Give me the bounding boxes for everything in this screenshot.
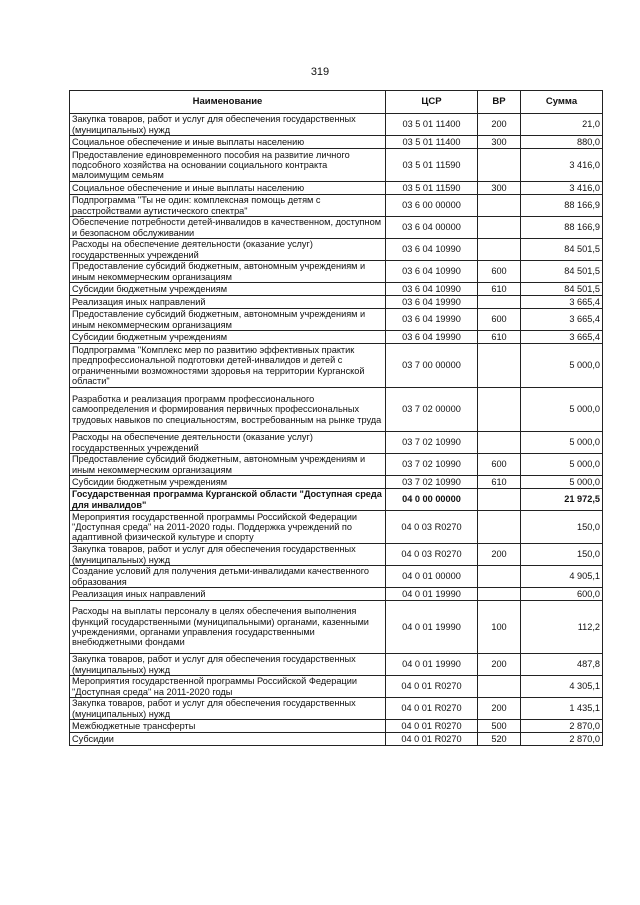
cell-sum: 5 000,0 (521, 432, 603, 454)
cell-name: Закупка товаров, работ и услуг для обеспечения государственных (муниципальных) нужд (70, 654, 386, 676)
table-row (70, 261, 603, 283)
table-body (70, 114, 603, 746)
table-header-row (70, 91, 603, 114)
cell-sum: 150,0 (521, 511, 603, 544)
table-row (70, 698, 603, 720)
cell-name: Обеспечение потребности детей-инвалидов в качественном, доступном и безопасном обслуживании (70, 217, 386, 239)
cell-sum: 3 665,4 (521, 331, 603, 344)
table-row (70, 309, 603, 331)
cell-vr (478, 149, 521, 182)
cell-vr: 300 (478, 182, 521, 195)
cell-csr: 03 6 00 00000 (386, 195, 478, 217)
table-row (70, 114, 603, 136)
cell-sum: 88 166,9 (521, 217, 603, 239)
cell-name: Мероприятия государственной программы Российской Федерации "Доступная среда" на 2011-2020 годы (70, 676, 386, 698)
table-row (70, 239, 603, 261)
table-row (70, 654, 603, 676)
cell-sum: 1 435,1 (521, 698, 603, 720)
cell-vr (478, 432, 521, 454)
cell-sum: 84 501,5 (521, 283, 603, 296)
table-row (70, 476, 603, 489)
table-row (70, 149, 603, 182)
cell-name: Закупка товаров, работ и услуг для обеспечения государственных (муниципальных) нужд (70, 114, 386, 136)
table-row (70, 432, 603, 454)
cell-name: Подпрограмма "Комплекс мер по развитию эффективных практик предпрофессиональной подготовки детей-инвалидов и детей с ограниченными возможностями здоровья на территории Курганской области" (70, 344, 386, 388)
cell-csr: 03 6 04 10990 (386, 283, 478, 296)
cell-vr (478, 195, 521, 217)
header-csr: ЦСР (386, 91, 478, 114)
cell-csr: 04 0 01 R0270 (386, 720, 478, 733)
cell-name: Расходы на обеспечение деятельности (оказание услуг) государственных учреждений (70, 239, 386, 261)
table-row (70, 136, 603, 149)
cell-vr: 100 (478, 601, 521, 654)
table-row (70, 676, 603, 698)
cell-sum: 2 870,0 (521, 733, 603, 746)
cell-vr: 300 (478, 136, 521, 149)
table-row (70, 182, 603, 195)
cell-vr: 610 (478, 283, 521, 296)
cell-vr: 600 (478, 261, 521, 283)
table-row (70, 283, 603, 296)
table-row (70, 566, 603, 588)
cell-vr: 600 (478, 454, 521, 476)
cell-name: Предоставление субсидий бюджетным, автономным учреждениям и иным некоммерческим организациям (70, 309, 386, 331)
cell-csr: 03 7 00 00000 (386, 344, 478, 388)
cell-sum: 112,2 (521, 601, 603, 654)
cell-sum: 880,0 (521, 136, 603, 149)
header-sum: Сумма (521, 91, 603, 114)
cell-csr: 04 0 00 00000 (386, 489, 478, 511)
table-row (70, 544, 603, 566)
cell-vr (478, 388, 521, 432)
cell-sum: 487,8 (521, 654, 603, 676)
cell-vr: 610 (478, 331, 521, 344)
cell-sum: 5 000,0 (521, 454, 603, 476)
cell-csr: 03 6 04 19990 (386, 296, 478, 309)
cell-vr: 200 (478, 114, 521, 136)
cell-csr: 03 5 01 11400 (386, 136, 478, 149)
cell-vr (478, 511, 521, 544)
cell-sum: 3 416,0 (521, 182, 603, 195)
cell-sum: 600,0 (521, 588, 603, 601)
cell-sum: 88 166,9 (521, 195, 603, 217)
cell-name: Субсидии (70, 733, 386, 746)
cell-vr: 500 (478, 720, 521, 733)
cell-vr (478, 676, 521, 698)
cell-csr: 04 0 01 R0270 (386, 676, 478, 698)
cell-csr: 03 6 04 10990 (386, 261, 478, 283)
table-row (70, 601, 603, 654)
cell-name: Мероприятия государственной программы Российской Федерации "Доступная среда" на 2011-2020 годы. Поддержка учреждений по адаптивной физической культуре и спорту (70, 511, 386, 544)
cell-sum: 4 305,1 (521, 676, 603, 698)
cell-csr: 03 5 01 11400 (386, 114, 478, 136)
cell-name: Социальное обеспечение и иные выплаты населению (70, 136, 386, 149)
cell-csr: 04 0 01 00000 (386, 566, 478, 588)
cell-sum: 2 870,0 (521, 720, 603, 733)
table-row (70, 720, 603, 733)
cell-name: Субсидии бюджетным учреждениям (70, 331, 386, 344)
cell-csr: 04 0 01 R0270 (386, 698, 478, 720)
cell-vr: 200 (478, 544, 521, 566)
table-row (70, 195, 603, 217)
cell-sum: 21 972,5 (521, 489, 603, 511)
cell-vr (478, 344, 521, 388)
table-row (70, 454, 603, 476)
cell-vr (478, 217, 521, 239)
page-number: 319 (310, 66, 330, 78)
cell-csr: 03 6 04 10990 (386, 239, 478, 261)
cell-vr (478, 489, 521, 511)
cell-sum: 3 665,4 (521, 309, 603, 331)
table-row (70, 489, 603, 511)
cell-name: Расходы на выплаты персоналу в целях обеспечения выполнения функций государственными (муниципальными) органами, казенными учреждениями, органами управления государственными внебюджетными фондами (70, 601, 386, 654)
table-row (70, 344, 603, 388)
cell-name: Расходы на обеспечение деятельности (оказание услуг) государственных учреждений (70, 432, 386, 454)
cell-name: Субсидии бюджетным учреждениям (70, 476, 386, 489)
cell-name: Закупка товаров, работ и услуг для обеспечения государственных (муниципальных) нужд (70, 544, 386, 566)
cell-sum: 5 000,0 (521, 476, 603, 489)
cell-name: Реализация иных направлений (70, 588, 386, 601)
cell-csr: 04 0 01 19990 (386, 601, 478, 654)
cell-name: Предоставление единовременного пособия на развитие личного подсобного хозяйства на основании социального контракта малоимущим семьям (70, 149, 386, 182)
cell-sum: 5 000,0 (521, 388, 603, 432)
cell-name: Межбюджетные трансферты (70, 720, 386, 733)
cell-vr: 200 (478, 654, 521, 676)
header-name: Наименование (70, 91, 386, 114)
cell-name: Реализация иных направлений (70, 296, 386, 309)
cell-sum: 84 501,5 (521, 261, 603, 283)
cell-vr: 200 (478, 698, 521, 720)
cell-name: Субсидии бюджетным учреждениям (70, 283, 386, 296)
cell-vr: 520 (478, 733, 521, 746)
cell-vr: 600 (478, 309, 521, 331)
cell-csr: 03 6 04 19990 (386, 309, 478, 331)
cell-csr: 03 5 01 11590 (386, 149, 478, 182)
cell-csr: 03 7 02 10990 (386, 432, 478, 454)
cell-vr (478, 239, 521, 261)
cell-vr (478, 566, 521, 588)
cell-csr: 04 0 03 R0270 (386, 544, 478, 566)
cell-name: Разработка и реализация программ профессионального самоопределения и формирования первичных профессиональных трудовых навыков по специальностям, востребованным на рынке труда (70, 388, 386, 432)
table-row (70, 511, 603, 544)
cell-csr: 04 0 03 R0270 (386, 511, 478, 544)
table-row (70, 733, 603, 746)
cell-sum: 5 000,0 (521, 344, 603, 388)
cell-csr: 03 6 04 19990 (386, 331, 478, 344)
table-row (70, 296, 603, 309)
cell-vr: 610 (478, 476, 521, 489)
cell-name: Создание условий для получения детьми-инвалидами качественного образования (70, 566, 386, 588)
cell-csr: 03 6 04 00000 (386, 217, 478, 239)
cell-name: Социальное обеспечение и иные выплаты населению (70, 182, 386, 195)
cell-vr (478, 588, 521, 601)
cell-csr: 03 7 02 10990 (386, 454, 478, 476)
cell-name: Предоставление субсидий бюджетным, автономным учреждениям и иным некоммерческим организациям (70, 454, 386, 476)
cell-sum: 4 905,1 (521, 566, 603, 588)
budget-table (69, 90, 603, 746)
table-row (70, 217, 603, 239)
table-row (70, 388, 603, 432)
header-vr: ВР (478, 91, 521, 114)
cell-name: Государственная программа Курганской области "Доступная среда для инвалидов" (70, 489, 386, 511)
cell-csr: 03 5 01 11590 (386, 182, 478, 195)
table-row (70, 331, 603, 344)
table-row (70, 588, 603, 601)
cell-csr: 03 7 02 00000 (386, 388, 478, 432)
cell-csr: 04 0 01 R0270 (386, 733, 478, 746)
cell-csr: 04 0 01 19990 (386, 654, 478, 676)
cell-vr (478, 296, 521, 309)
cell-sum: 3 665,4 (521, 296, 603, 309)
cell-name: Подпрограмма "Ты не один: комплексная помощь детям с расстройствами аутистического спектра" (70, 195, 386, 217)
cell-name: Предоставление субсидий бюджетным, автономным учреждениям и иным некоммерческим организациям (70, 261, 386, 283)
cell-name: Закупка товаров, работ и услуг для обеспечения государственных (муниципальных) нужд (70, 698, 386, 720)
cell-csr: 04 0 01 19990 (386, 588, 478, 601)
cell-sum: 150,0 (521, 544, 603, 566)
cell-sum: 3 416,0 (521, 149, 603, 182)
cell-csr: 03 7 02 10990 (386, 476, 478, 489)
cell-sum: 84 501,5 (521, 239, 603, 261)
cell-sum: 21,0 (521, 114, 603, 136)
